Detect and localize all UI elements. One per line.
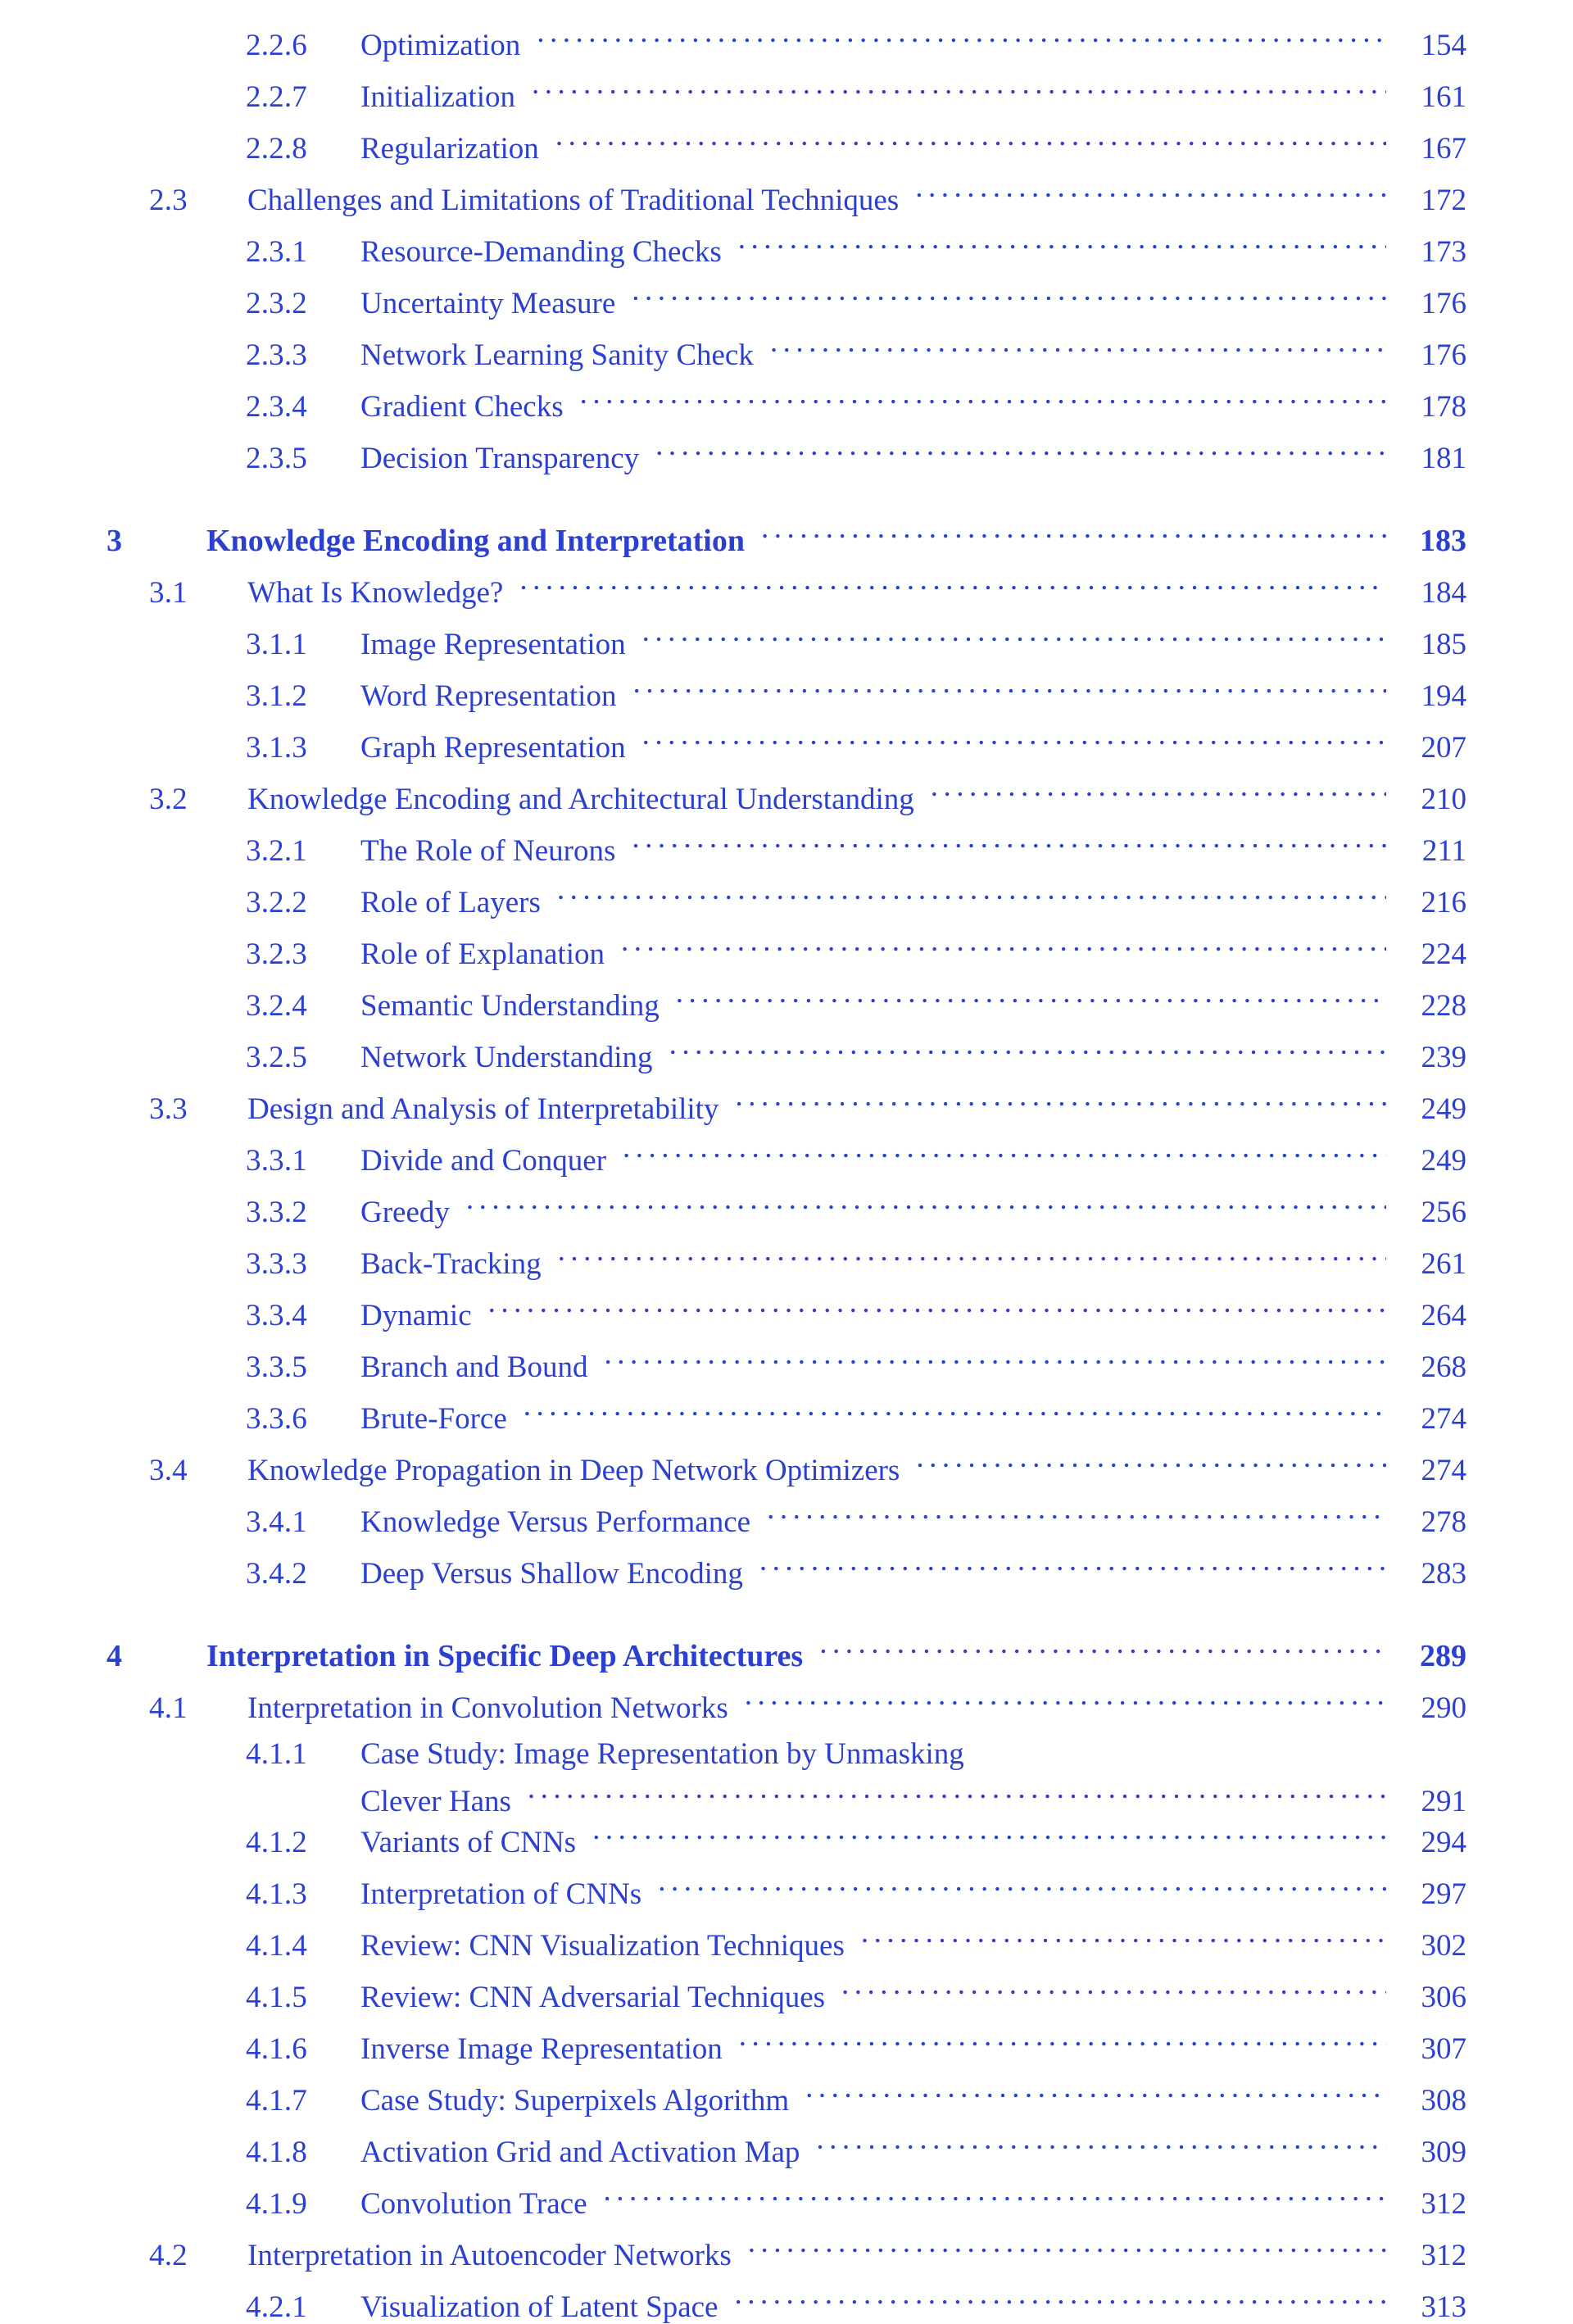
toc-entry-title: Variants of CNNs: [360, 1826, 577, 1859]
toc-entry[interactable]: [107, 675, 1466, 711]
toc-entry-title: Role of Explanation: [360, 937, 605, 971]
toc-entry-number: 4.2: [149, 2239, 188, 2272]
toc-entry-page-number: 291: [1421, 1785, 1466, 1818]
toc-entry[interactable]: [107, 572, 1466, 608]
toc-leader-dots: [841, 1977, 1386, 2007]
toc-leader-dots: [861, 1925, 1386, 1955]
toc-leader-dots: [767, 1501, 1386, 1532]
toc-entry[interactable]: [107, 1739, 1466, 1817]
toc-leader-dots: [738, 231, 1386, 261]
toc-entry-page-number: 290: [1421, 1691, 1466, 1725]
toc-leader-dots: [770, 334, 1386, 365]
toc-entry-number: 2.2.6: [246, 29, 307, 62]
toc-entry-page-number: 211: [1421, 834, 1466, 868]
toc-entry[interactable]: [107, 1037, 1466, 1073]
toc-entry[interactable]: [107, 1501, 1466, 1537]
toc-entry-title: Brute-Force: [360, 1402, 507, 1436]
toc-entry[interactable]: [107, 2131, 1466, 2167]
toc-entry-page-number: 313: [1421, 2290, 1466, 2324]
toc-entry[interactable]: [107, 1140, 1466, 1176]
toc-entry-title: Design and Analysis of Interpretability: [247, 1092, 719, 1126]
toc-entry[interactable]: [107, 1398, 1466, 1434]
toc-entry-number: 3.2.1: [246, 834, 307, 868]
toc-leader-dots: [632, 830, 1386, 860]
toc-entry[interactable]: [107, 520, 1466, 556]
toc-entry-page-number: 228: [1421, 989, 1466, 1023]
toc-entry-page-number: 249: [1421, 1092, 1466, 1126]
toc-leader-dots: [642, 727, 1386, 757]
toc-entry-number: 3.3.1: [246, 1144, 307, 1178]
toc-entry-title: Interpretation in Autoencoder Networks: [247, 2239, 732, 2272]
toc-entry-page-number: 224: [1421, 937, 1466, 971]
toc-entry-page-number: 176: [1421, 287, 1466, 320]
toc-entry-title: Interpretation of CNNs: [360, 1877, 642, 1911]
toc-leader-dots: [669, 1037, 1386, 1067]
toc-entry-page-number: 274: [1421, 1402, 1466, 1436]
toc-leader-dots: [805, 2080, 1386, 2110]
toc-entry-page-number: 264: [1421, 1299, 1466, 1332]
toc-entry[interactable]: [107, 76, 1466, 112]
toc-entry-number: 2.3.5: [246, 442, 307, 475]
toc-entry-title: Activation Grid and Activation Map: [360, 2136, 800, 2169]
toc-entry-page-number: 207: [1421, 731, 1466, 765]
toc-entry[interactable]: [107, 1687, 1466, 1723]
toc-entry[interactable]: [107, 1873, 1466, 1909]
toc-entry-page-number: 154: [1421, 29, 1466, 62]
toc-entry-page-number: 261: [1421, 1247, 1466, 1281]
toc-leader-dots: [916, 1450, 1386, 1480]
toc-entry-page-number: 302: [1421, 1929, 1466, 1963]
toc-leader-dots: [745, 1687, 1386, 1718]
toc-leader-dots: [676, 985, 1386, 1015]
toc-entry-page-number: 256: [1421, 1196, 1466, 1229]
toc-entry[interactable]: [107, 778, 1466, 815]
toc-entry-number: 4.1.5: [246, 1981, 307, 2014]
toc-entry[interactable]: [107, 1295, 1466, 1331]
section-gap: [107, 1605, 1466, 1636]
toc-entry-number: 4: [107, 1639, 123, 1673]
toc-entry-page-number: 173: [1421, 235, 1466, 269]
toc-entry-number: 3.1: [149, 576, 188, 610]
toc-entry-title: Knowledge Versus Performance: [360, 1505, 751, 1539]
toc-entry-number: 3.4.1: [246, 1505, 307, 1539]
toc-entry-title: Case Study: Superpixels Algorithm: [360, 2084, 790, 2117]
table-of-contents: [107, 25, 1466, 2322]
toc-leader-dots: [528, 1781, 1386, 1811]
toc-entry-title: Dynamic: [360, 1299, 472, 1332]
toc-entry[interactable]: [107, 334, 1466, 370]
toc-entry-number: 3.1.1: [246, 628, 307, 661]
toc-entry-number: 2.3.2: [246, 287, 307, 320]
toc-entry-number: 3.1.2: [246, 679, 307, 713]
toc-entry[interactable]: [107, 2286, 1466, 2322]
toc-entry-page-number: 184: [1421, 576, 1466, 610]
toc-leader-dots: [819, 1636, 1386, 1666]
toc-leader-dots: [524, 1398, 1386, 1428]
toc-entry-line: [107, 1739, 1466, 1769]
toc-entry-title: Branch and Bound: [360, 1350, 588, 1384]
toc-entry-number: 4.1.3: [246, 1877, 307, 1911]
toc-entry-number: 4.1.6: [246, 2032, 307, 2066]
toc-entry-title: Uncertainty Measure: [360, 287, 616, 320]
toc-leader-dots: [623, 1140, 1386, 1170]
toc-entry-page-number: 185: [1421, 628, 1466, 661]
toc-entry-number: 2.2.7: [246, 80, 307, 114]
toc-entry-number: 2.3: [149, 184, 188, 217]
toc-entry-title: Gradient Checks: [360, 390, 564, 424]
toc-entry-title: Network Learning Sanity Check: [360, 338, 754, 372]
toc-entry-number: 3.1.3: [246, 731, 307, 765]
toc-entry-number: 3.2.5: [246, 1041, 307, 1074]
toc-entry-title: Regularization: [360, 132, 539, 166]
toc-entry-title: Network Understanding: [360, 1041, 653, 1074]
toc-entry-page-number: 161: [1421, 80, 1466, 114]
toc-leader-dots: [557, 882, 1386, 912]
toc-leader-dots: [816, 2131, 1386, 2162]
toc-entry-number: 3.2: [149, 783, 188, 816]
toc-entry-title: Greedy: [360, 1196, 450, 1229]
toc-entry-number: 2.2.8: [246, 132, 307, 166]
toc-entry-title: What Is Knowledge?: [247, 576, 504, 610]
toc-entry-number: 3.4.2: [246, 1557, 307, 1591]
toc-entry-number: 2.3.4: [246, 390, 307, 424]
toc-entry-page-number: 289: [1420, 1639, 1466, 1673]
toc-entry-page-number: 283: [1421, 1557, 1466, 1591]
toc-entry[interactable]: [107, 830, 1466, 866]
toc-entry-page-number: 210: [1421, 783, 1466, 816]
toc-entry-page-number: 181: [1421, 442, 1466, 475]
toc-entry-page-number: 216: [1421, 886, 1466, 919]
toc-entry-title: Knowledge Encoding and Architectural Understanding: [247, 783, 914, 816]
toc-entry-title: Case Study: Image Representation by Unmasking: [360, 1737, 964, 1771]
toc-leader-dots: [655, 438, 1386, 468]
toc-entry[interactable]: [107, 1822, 1466, 1858]
toc-entry-title: Optimization: [360, 29, 521, 62]
toc-entry-title: Resource-Demanding Checks: [360, 235, 722, 269]
toc-entry-number: 3.3.4: [246, 1299, 307, 1332]
toc-entry[interactable]: [107, 1925, 1466, 1961]
toc-entry[interactable]: [107, 1243, 1466, 1279]
toc-entry-line-continued: [107, 1781, 1466, 1817]
toc-entry-page-number: 294: [1421, 1826, 1466, 1859]
toc-entry-page-number: 309: [1421, 2136, 1466, 2169]
toc-leader-dots: [739, 2028, 1386, 2058]
toc-entry-title: Divide and Conquer: [360, 1144, 607, 1178]
toc-entry-number: 2.3.3: [246, 338, 307, 372]
toc-entry-page-number: 297: [1421, 1877, 1466, 1911]
toc-entry-number: 4.1.1: [246, 1737, 307, 1771]
toc-leader-dots: [532, 76, 1386, 107]
toc-leader-dots: [642, 624, 1386, 654]
toc-entry-page-number: 312: [1421, 2239, 1466, 2272]
toc-entry-number: 3.3.2: [246, 1196, 307, 1229]
toc-leader-dots: [555, 128, 1386, 158]
toc-entry-page-number: 167: [1421, 132, 1466, 166]
toc-entry-title: Clever Hans: [360, 1785, 511, 1818]
toc-entry-number: 4.1: [149, 1691, 188, 1725]
toc-entry[interactable]: [107, 1553, 1466, 1589]
toc-entry-page-number: 194: [1421, 679, 1466, 713]
toc-entry[interactable]: [107, 882, 1466, 918]
toc-entry-page-number: 306: [1421, 1981, 1466, 2014]
toc-entry-title: Visualization of Latent Space: [360, 2290, 719, 2324]
toc-entry-page-number: 274: [1421, 1454, 1466, 1487]
toc-leader-dots: [466, 1192, 1386, 1222]
toc-leader-dots: [519, 572, 1386, 602]
toc-entry-number: 3.3.3: [246, 1247, 307, 1281]
toc-entry-number: 3.4: [149, 1454, 188, 1487]
toc-entry-title: Knowledge Encoding and Interpretation: [206, 524, 745, 558]
toc-entry-title: Semantic Understanding: [360, 989, 660, 1023]
toc-leader-dots: [748, 2235, 1386, 2265]
toc-leader-dots: [632, 675, 1386, 706]
toc-entry-title: Convolution Trace: [360, 2187, 587, 2221]
toc-entry-title: Back-Tracking: [360, 1247, 542, 1281]
toc-entry-page-number: 249: [1421, 1144, 1466, 1178]
toc-leader-dots: [488, 1295, 1386, 1325]
toc-entry-title: Interpretation in Specific Deep Architectures: [206, 1639, 804, 1673]
toc-entry[interactable]: [107, 179, 1466, 216]
toc-entry[interactable]: [107, 25, 1466, 61]
toc-leader-dots: [621, 933, 1386, 964]
toc-entry-number: 3.2.3: [246, 937, 307, 971]
toc-entry-number: 2.3.1: [246, 235, 307, 269]
toc-leader-dots: [537, 25, 1386, 55]
toc-entry-number: 4.1.8: [246, 2136, 307, 2169]
toc-entry-title: Image Representation: [360, 628, 626, 661]
toc-entry[interactable]: [107, 985, 1466, 1021]
toc-leader-dots: [735, 1088, 1386, 1119]
toc-entry[interactable]: [107, 2235, 1466, 2271]
toc-entry[interactable]: [107, 283, 1466, 319]
toc-entry-title: Initialization: [360, 80, 516, 114]
section-gap: [107, 489, 1466, 520]
toc-entry-page-number: 308: [1421, 2084, 1466, 2117]
toc-entry-number: 3: [107, 524, 123, 558]
toc-entry-title: Role of Layers: [360, 886, 541, 919]
toc-entry-page-number: 239: [1421, 1041, 1466, 1074]
toc-entry-page-number: 268: [1421, 1350, 1466, 1384]
toc-entry-number: 4.1.7: [246, 2084, 307, 2117]
toc-entry-title: Interpretation in Convolution Networks: [247, 1691, 728, 1725]
toc-entry[interactable]: [107, 727, 1466, 763]
toc-entry-number: 4.1.9: [246, 2187, 307, 2221]
toc-entry-number: 4.1.2: [246, 1826, 307, 1859]
toc-entry-title: Graph Representation: [360, 731, 626, 765]
toc-entry[interactable]: [107, 933, 1466, 969]
toc-leader-dots: [759, 1553, 1386, 1583]
toc-entry-page-number: 172: [1421, 184, 1466, 217]
toc-leader-dots: [580, 386, 1386, 416]
toc-leader-dots: [604, 2183, 1387, 2213]
toc-leader-dots: [604, 1346, 1386, 1377]
toc-entry[interactable]: [107, 128, 1466, 164]
toc-entry[interactable]: [107, 624, 1466, 660]
toc-entry-title: Deep Versus Shallow Encoding: [360, 1557, 743, 1591]
toc-entry-number: 4.2.1: [246, 2290, 307, 2324]
toc-entry-number: 3.3.5: [246, 1350, 307, 1384]
toc-entry-page-number: 183: [1420, 524, 1466, 558]
toc-entry-number: 3.2.4: [246, 989, 307, 1023]
toc-leader-dots: [592, 1822, 1386, 1852]
toc-entry-page-number: 312: [1421, 2187, 1466, 2221]
toc-entry[interactable]: [107, 1450, 1466, 1486]
toc-entry[interactable]: [107, 231, 1466, 267]
toc-entry[interactable]: [107, 2028, 1466, 2064]
toc-entry-page-number: 176: [1421, 338, 1466, 372]
toc-entry[interactable]: [107, 2183, 1466, 2219]
toc-entry-title: Word Representation: [360, 679, 617, 713]
toc-leader-dots: [915, 179, 1386, 210]
toc-entry[interactable]: [107, 1088, 1466, 1124]
toc-entry-title: Challenges and Limitations of Traditional Techniques: [247, 184, 900, 217]
toc-entry[interactable]: [107, 2080, 1466, 2116]
toc-entry-number: 3.3: [149, 1092, 188, 1126]
toc-entry-title: Decision Transparency: [360, 442, 640, 475]
toc-entry[interactable]: [107, 1977, 1466, 2013]
toc-entry-page-number: 278: [1421, 1505, 1466, 1539]
toc-entry[interactable]: [107, 438, 1466, 474]
toc-entry-title: Review: CNN Visualization Techniques: [360, 1929, 845, 1963]
toc-entry[interactable]: [107, 1192, 1466, 1228]
toc-entry-title: Knowledge Propagation in Deep Network Optimizers: [247, 1454, 900, 1487]
toc-entry-title: Inverse Image Representation: [360, 2032, 723, 2066]
toc-entry[interactable]: [107, 1346, 1466, 1382]
toc-entry-number: 3.3.6: [246, 1402, 307, 1436]
toc-entry-number: 4.1.4: [246, 1929, 307, 1963]
toc-entry-number: 3.2.2: [246, 886, 307, 919]
toc-leader-dots: [761, 520, 1386, 551]
toc-entry-title: Review: CNN Adversarial Techniques: [360, 1981, 826, 2014]
toc-leader-dots: [558, 1243, 1386, 1273]
toc-leader-dots: [658, 1873, 1386, 1904]
toc-leader-dots: [931, 778, 1386, 809]
toc-entry-page-number: 178: [1421, 390, 1466, 424]
toc-leader-dots: [632, 283, 1386, 313]
toc-entry[interactable]: [107, 1636, 1466, 1672]
toc-entry-title: The Role of Neurons: [360, 834, 616, 868]
toc-entry[interactable]: [107, 386, 1466, 422]
toc-entry-page-number: 307: [1421, 2032, 1466, 2066]
toc-leader-dots: [734, 2286, 1386, 2317]
